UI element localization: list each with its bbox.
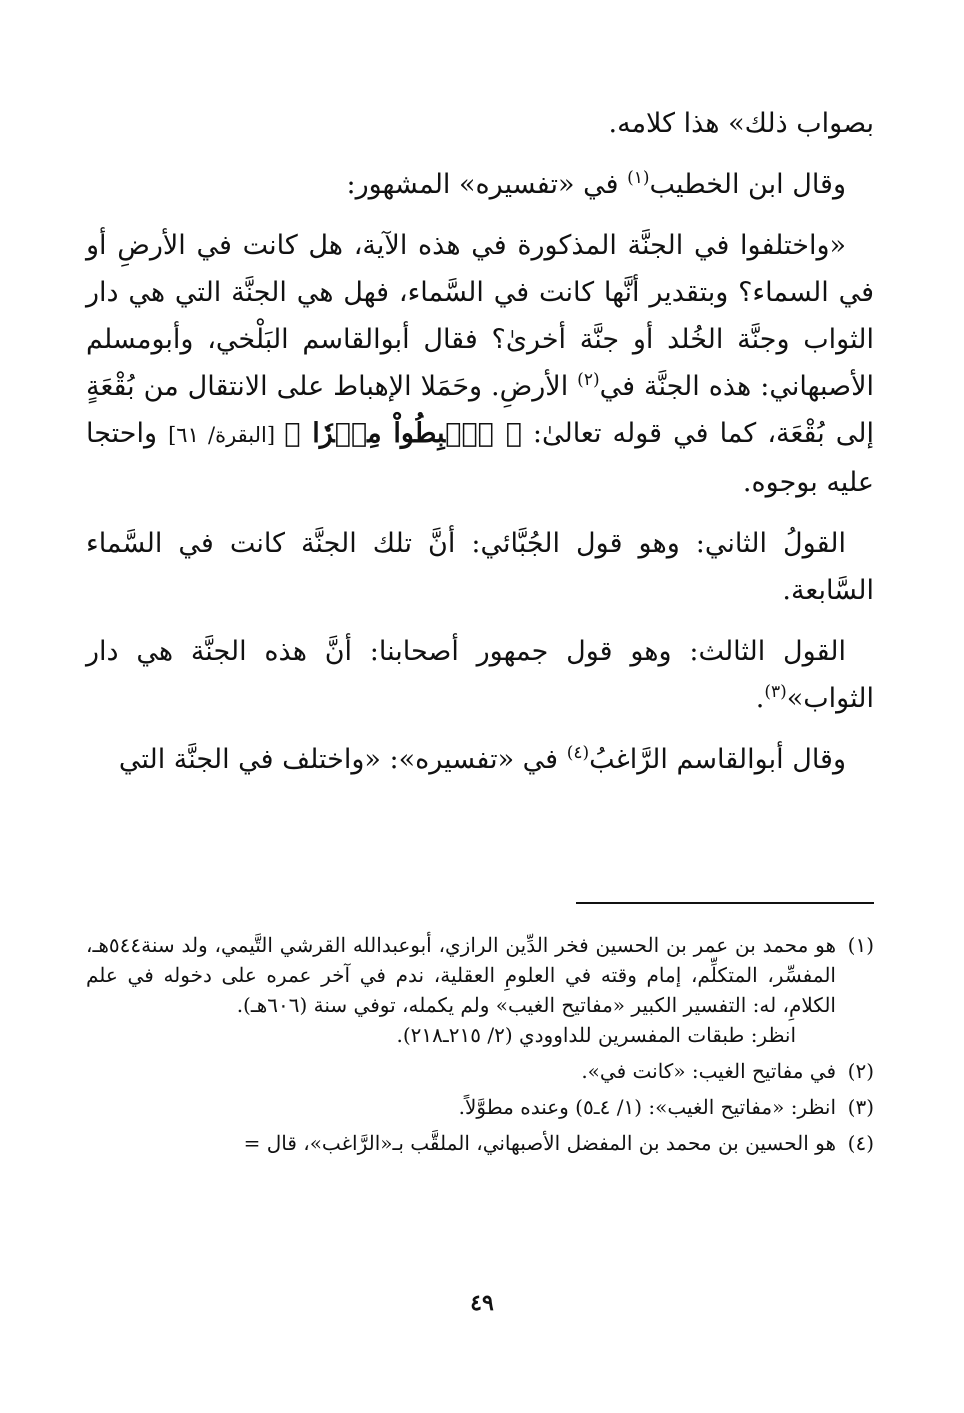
footnote-ref-2: (٢) xyxy=(577,370,600,390)
footnote-body xyxy=(86,1092,836,1122)
p5-text-a: القول الثالث: وهو قول جمهور أصحابنا: أنَّ هذه الجنَّة هي دار الثواب» xyxy=(86,636,874,714)
p3-text-a: «واختلفوا في الجنَّة المذكورة في هذه الآية، هل كانت في الأرضِ أو في السماء؟ وبتقدير أنَّها كانت في السَّماء، فهل هي الجنَّة التي هي دار الثواب وجنَّة الخُلد أو جنَّة أخرىٰ؟ فقال أبوالقاسم البَلْخي، وأبومسلم الأصبهاني: هذه الجنَّة في xyxy=(86,230,874,402)
footnote-1 xyxy=(86,930,874,1050)
p2-text-b: في «تفسيره» المشهور: xyxy=(346,169,628,200)
p2-text-a: وقال ابن الخطيب xyxy=(649,169,846,200)
footnote-source: انظر: طبقات المفسرين للداوودي (٢/ ٢١٥ـ٢١٨). xyxy=(396,1023,796,1047)
p5-text-b: . xyxy=(755,683,765,714)
footnote-4 xyxy=(86,1128,874,1158)
paragraph-1 xyxy=(86,100,874,147)
footnote-2 xyxy=(86,1056,874,1086)
quran-quote: ﴿ ٱهۡبِطُواْ مِصۡرٗا ﴾ xyxy=(284,418,522,449)
footnote-ref-3: (٣) xyxy=(764,682,787,702)
paragraph-5 xyxy=(86,628,874,722)
footnote-text: هو الحسين بن محمد بن المفضل الأصبهاني، الملقَّب بـ«الرَّاغب»، قال = xyxy=(243,1131,836,1155)
footnote-body xyxy=(86,930,836,1050)
p6-text-b: في «تفسيره»: «واختلف في الجنَّة التي xyxy=(118,744,567,775)
paragraph-6 xyxy=(86,736,874,783)
main-text xyxy=(86,100,874,783)
quran-reference: [البقرة/ ٦١] xyxy=(168,423,285,447)
footnote-ref-4: (٤) xyxy=(566,743,590,763)
paragraph-3 xyxy=(86,222,874,506)
page-number: ٤٩ xyxy=(470,1290,494,1316)
p6-text-a: وقال أبوالقاسم الرَّاغبُ xyxy=(589,744,846,775)
footnote-body xyxy=(86,1056,836,1086)
footnote-body xyxy=(86,1128,836,1158)
footnote-number: (٢) xyxy=(847,1059,874,1083)
footnote-number: (٣) xyxy=(847,1095,874,1119)
footnote-3 xyxy=(86,1092,874,1122)
footnote-number: (١) xyxy=(847,933,874,957)
footnote-ref-1: (١) xyxy=(627,168,650,188)
p4-text: القولُ الثاني: وهو قول الجُبَّائي: أنَّ تلك الجنَّة كانت في السَّماء السَّابعة. xyxy=(86,528,874,606)
paragraph-2 xyxy=(86,161,874,208)
paragraph-4 xyxy=(86,520,874,614)
footnote-number: (٤) xyxy=(847,1131,874,1155)
footnote-divider xyxy=(576,902,874,904)
footnote-text: في مفاتيح الغيب: «كانت في». xyxy=(581,1059,836,1083)
footnote-text: هو محمد بن عمر بن الحسين فخر الدِّين الرازي، أبوعبدالله القرشي التَّيمي، ولد سنة٥٤٤هـ، المفسِّر، المتكلِّم، إمام وقته في العلومِ العقلية، ندم في آخر عمره على دخوله في علم الكلامِ، له: التفسير الكبير «مفاتيح الغيب» ولم يكمله، توفي سنة (٦٠٦هـ). xyxy=(86,933,836,1017)
p3-text-c: واحتجا عليه بوجوه. xyxy=(86,418,874,498)
p3-text-b: الأرضِ. وحَمَلا الإهباط على الانتقال من بُقْعَةٍ إلى بُقْعَة، كما في قوله تعالىٰ: xyxy=(86,371,874,449)
p1-text: بصواب ذلك» هذا كلامه. xyxy=(608,108,874,139)
footnotes xyxy=(86,930,874,1164)
footnote-text: انظر: «مفاتيح الغيب»: (١/ ٤ـ٥) وعنده مطوَّلاً. xyxy=(458,1095,836,1119)
